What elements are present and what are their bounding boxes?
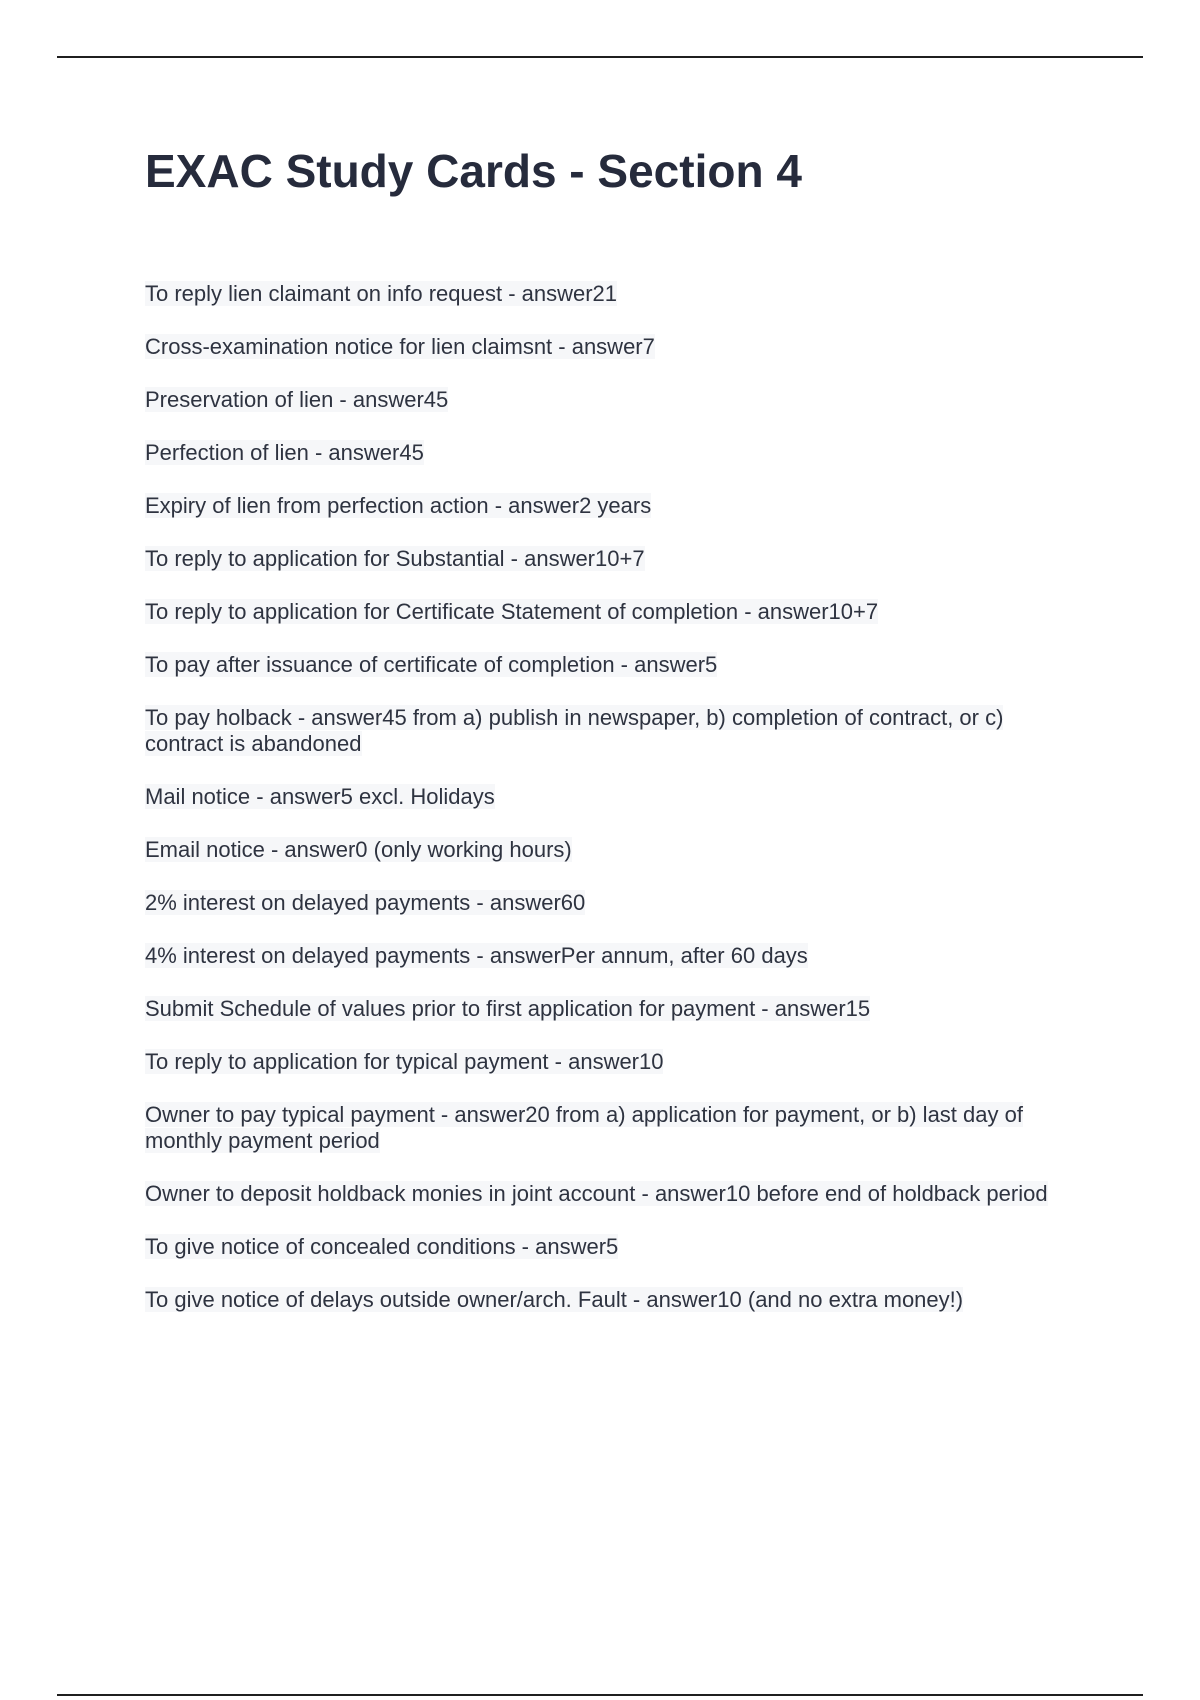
- study-card-text: Owner to pay typical payment - answer20 from a) application for payment, or b) last day of monthly payment period: [145, 1102, 1023, 1153]
- study-card-text: Submit Schedule of values prior to first application for payment - answer15: [145, 996, 871, 1021]
- study-card: [145, 837, 1085, 863]
- study-card: [145, 1049, 1085, 1075]
- study-card-text: Expiry of lien from perfection action - answer2 years: [145, 493, 652, 518]
- study-card: [145, 599, 1085, 625]
- study-card: [145, 493, 1085, 519]
- header-divider: [57, 56, 1143, 58]
- study-card-text: Cross-examination notice for lien claimsnt - answer7: [145, 334, 655, 359]
- study-card: [145, 1234, 1085, 1260]
- study-card-text: To pay after issuance of certificate of completion - answer5: [145, 652, 718, 677]
- study-card-text: 4% interest on delayed payments - answerPer annum, after 60 days: [145, 943, 808, 968]
- study-card-text: To reply to application for Certificate Statement of completion - answer10+7: [145, 599, 879, 624]
- page-title: EXAC Study Cards - Section 4: [145, 145, 802, 197]
- study-card-text: 2% interest on delayed payments - answer60: [145, 890, 586, 915]
- study-card-text: Owner to deposit holdback monies in joint account - answer10 before end of holdback period: [145, 1181, 1048, 1206]
- study-card-text: To reply to application for Substantial - answer10+7: [145, 546, 645, 571]
- study-card: [145, 1287, 1085, 1313]
- study-card-text: Email notice - answer0 (only working hours): [145, 837, 572, 862]
- study-card: [145, 281, 1085, 307]
- study-card-text: To reply to application for typical payment - answer10: [145, 1049, 664, 1074]
- study-card: [145, 387, 1085, 413]
- study-card-list: [145, 281, 1085, 1340]
- footer-divider: [57, 1694, 1143, 1696]
- study-card: [145, 334, 1085, 360]
- study-card-text: Mail notice - answer5 excl. Holidays: [145, 784, 495, 809]
- study-card-text: To give notice of delays outside owner/arch. Fault - answer10 (and no extra money!): [145, 1287, 964, 1312]
- study-card-text: To reply lien claimant on info request - answer21: [145, 281, 618, 306]
- study-card: [145, 1102, 1085, 1154]
- study-card-text: Perfection of lien - answer45: [145, 440, 424, 465]
- study-card: [145, 705, 1085, 757]
- study-card: [145, 546, 1085, 572]
- study-card-text: To give notice of concealed conditions - answer5: [145, 1234, 619, 1259]
- study-card: [145, 890, 1085, 916]
- study-card-text: Preservation of lien - answer45: [145, 387, 449, 412]
- study-card: [145, 784, 1085, 810]
- study-card: [145, 943, 1085, 969]
- study-card: [145, 996, 1085, 1022]
- study-card: [145, 652, 1085, 678]
- study-card: [145, 1181, 1085, 1207]
- study-card: [145, 440, 1085, 466]
- study-card-text: To pay holback - answer45 from a) publish in newspaper, b) completion of contract, or c) contract is abandoned: [145, 705, 1004, 756]
